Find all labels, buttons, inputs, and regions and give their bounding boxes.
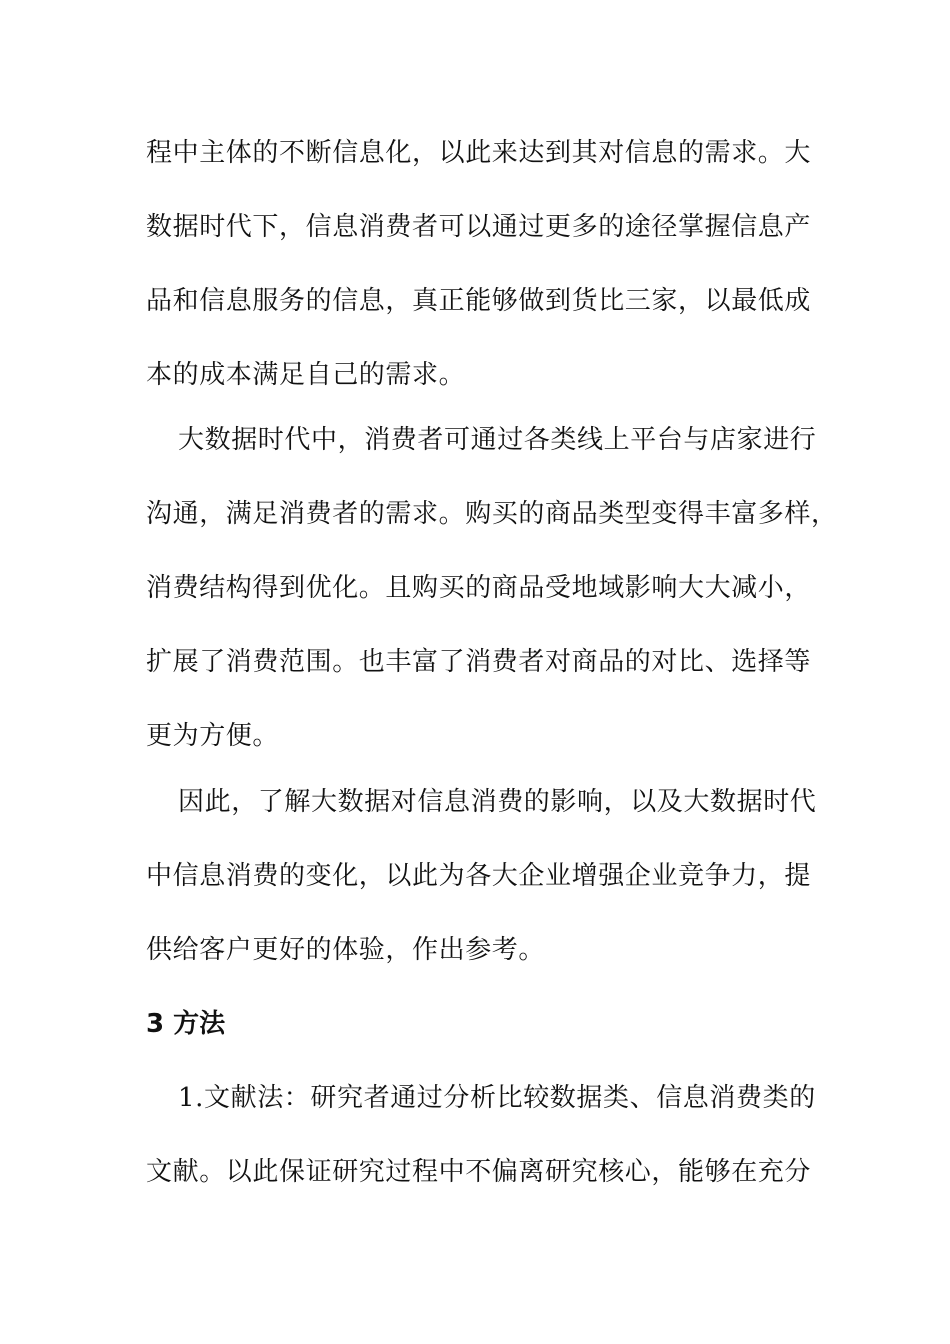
paragraph-line: 供给客户更好的体验，作出参考。 bbox=[146, 935, 546, 965]
paragraph-line: 大数据时代中，消费者可通过各类线上平台与店家进行 bbox=[178, 425, 817, 455]
paragraph-line: 消费结构得到优化。且购买的商品受地域影响大大减小， bbox=[146, 573, 812, 603]
paragraph-line: 中信息消费的变化，以此为各大企业增强企业竞争力，提 bbox=[146, 861, 812, 891]
paragraph-line: 本的成本满足自己的需求。 bbox=[146, 360, 466, 390]
paragraph-line: 沟通，满足消费者的需求。购买的商品类型变得丰富多样， bbox=[146, 499, 838, 529]
paragraph-line: 1.文献法：研究者通过分析比较数据类、信息消费类的 bbox=[178, 1083, 816, 1113]
paragraph-line: 文献。以此保证研究过程中不偏离研究核心，能够在充分 bbox=[146, 1157, 812, 1187]
paragraph-line: 扩展了消费范围。也丰富了消费者对商品的对比、选择等 bbox=[146, 647, 812, 677]
paragraph-line: 更为方便。 bbox=[146, 721, 280, 751]
paragraph-line: 因此，了解大数据对信息消费的影响，以及大数据时代 bbox=[178, 787, 817, 817]
paragraph-line: 品和信息服务的信息，真正能够做到货比三家，以最低成 bbox=[146, 286, 812, 316]
paragraph-line: 程中主体的不断信息化，以此来达到其对信息的需求。大 bbox=[146, 138, 812, 168]
paragraph-line: 数据时代下，信息消费者可以通过更多的途径掌握信息产 bbox=[146, 212, 812, 242]
section-heading: 3 方法 bbox=[146, 1009, 226, 1039]
